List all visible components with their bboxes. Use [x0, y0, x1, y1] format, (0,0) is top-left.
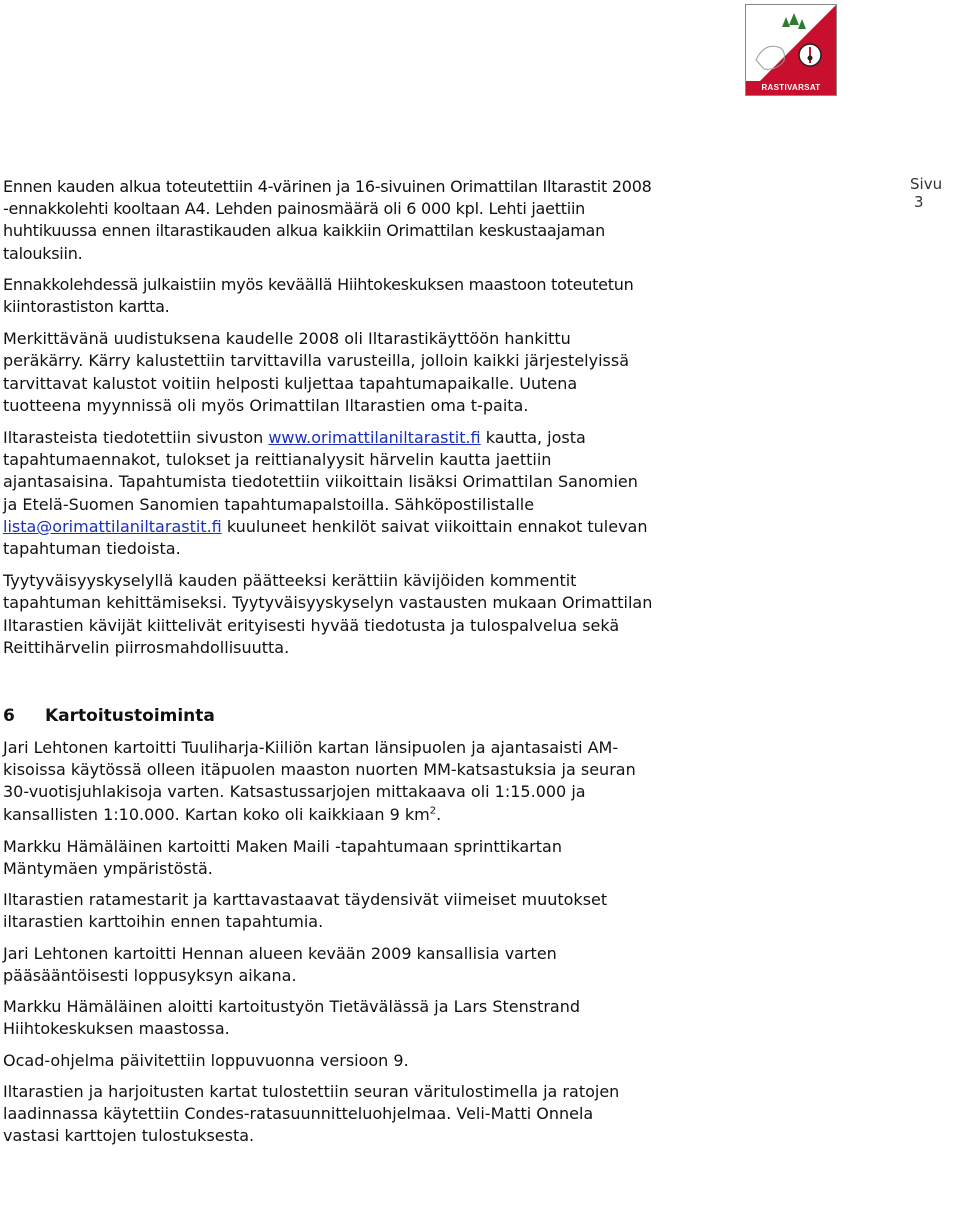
paragraph-intro-4	[3, 427, 653, 560]
page-number: 3	[914, 193, 924, 211]
paragraph-intro-5: Tyytyväisyyskyselyllä kauden päätteeksi kerättiin kävijöiden kommentit tapahtuman kehittämiseksi. Tyytyväisyyskyselyn vastausten mukaan Orimattilan Iltarastien kävijät kiittelivät erityisesti hyvää tiedotusta ja tulospalvelua sekä Reittihärvelin piirrosmahdollisuutta.	[3, 571, 653, 657]
paragraph-intro-4-end: kuuluneet henkilöt saivat viikoittain ennakot tulevan tapahtuman tiedoista.	[3, 516, 648, 559]
logo-text: RASTIVARSAT	[746, 81, 836, 95]
paragraph-section-1	[3, 737, 653, 826]
section-heading	[3, 705, 653, 727]
paragraph-section-3: Iltarastien ratamestarit ja karttavastaavat täydensivät viimeiset muutokset iltarastien karttoihin ennen tapahtumia.	[3, 890, 608, 932]
paragraph-intro-4-start: Iltarasteista tiedotettiin sivuston	[3, 428, 269, 448]
rastivarsat-logo	[745, 4, 837, 96]
superscript: 2	[429, 805, 437, 817]
section-title: Kartoitustoiminta	[45, 706, 215, 727]
paragraph-section-2: Markku Hämäläinen kartoitti Maken Maili -tapahtumaan sprinttikartan Mäntymäen ympäristöstä.	[3, 836, 562, 879]
paragraph-section-6: Ocad-ohjelma päivitettiin loppuvuonna versioon 9.	[3, 1050, 409, 1070]
paragraph-intro-4-middle: kautta, josta tapahtumaennakot, tulokset ja reittianalyysit härvelin kautta jaettiin ajantasaisina. Tapahtumista tiedotettiin viikoittain lisäksi Orimattilan Sanomien ja Etelä-Suomen Sanomien tapahtumapalstoilla. Sähköpostilistalle	[3, 428, 638, 514]
paragraph-section-4: Jari Lehtonen kartoitti Hennan alueen kevään 2009 kansallisia varten pääsääntöisesti loppusyksyn aikana.	[3, 943, 557, 985]
email-link[interactable]: lista@orimattilaniltarastit.fi	[3, 516, 222, 536]
paragraph-intro-3: Merkittävänä uudistuksena kaudelle 2008 oli Iltarastikäyttöön hankittu peräkärry. Kärry kalustettiin tarvittavilla varusteilla, jolloin kaikki järjestelyissä tarvittavat kalustot voitiin helposti kuljettaa tapahtumapaikalle. Uutena tuotteena myynnissä oli myös Orimattilan Iltarastien oma t-paita.	[3, 329, 630, 415]
page-word: Sivu	[910, 175, 943, 193]
paragraph-section-1-text: Jari Lehtonen kartoitti Tuuliharja-Kiiliön kartan länsipuolen ja ajantasaisti AM-kisoissa käytössä olleen itäpuolen maaston nuorten MM-katsastuksia ja seuran 30-vuotisjuhlakisoja varten. Katsastussarjojen mittakaava oli 1:15.000 ja kansallisten 1:10.000. Kartan koko oli kaikkiaan 9 km	[3, 738, 636, 824]
paragraph-intro-2: Ennakkolehdessä julkaistiin myös keväällä Hiihtokeskuksen maastoon toteutetun kiintorastiston kartta.	[3, 274, 634, 317]
document-body	[3, 176, 653, 1156]
paragraph-intro-1: Ennen kauden alkua toteutettiin 4-värinen ja 16-sivuinen Orimattilan Iltarastit 2008 -ennakkolehti kooltaan A4. Lehden painosmäärä oli 6 000 kpl. Lehti jaettiin huhtikuussa ennen iltarastikauden alkua kaikkiin Orimattilan keskustaajaman talouksiin.	[3, 177, 652, 263]
page-number-label	[910, 175, 960, 211]
paragraph-section-5: Markku Hämäläinen aloitti kartoitustyön Tietävälässä ja Lars Stenstrand Hiihtokeskuksen maastossa.	[3, 997, 581, 1039]
paragraph-section-7: Iltarastien ja harjoitusten kartat tulostettiin seuran väritulostimella ja ratojen laadinnassa käytettiin Condes-ratasuunnitteluohjelmaa. Veli-Matti Onnela vastasi karttojen tulostuksesta.	[3, 1081, 620, 1146]
website-link[interactable]: www.orimattilaniltarastit.fi	[268, 428, 481, 448]
section-number: 6	[3, 706, 15, 727]
paragraph-section-1-end: .	[436, 804, 442, 824]
